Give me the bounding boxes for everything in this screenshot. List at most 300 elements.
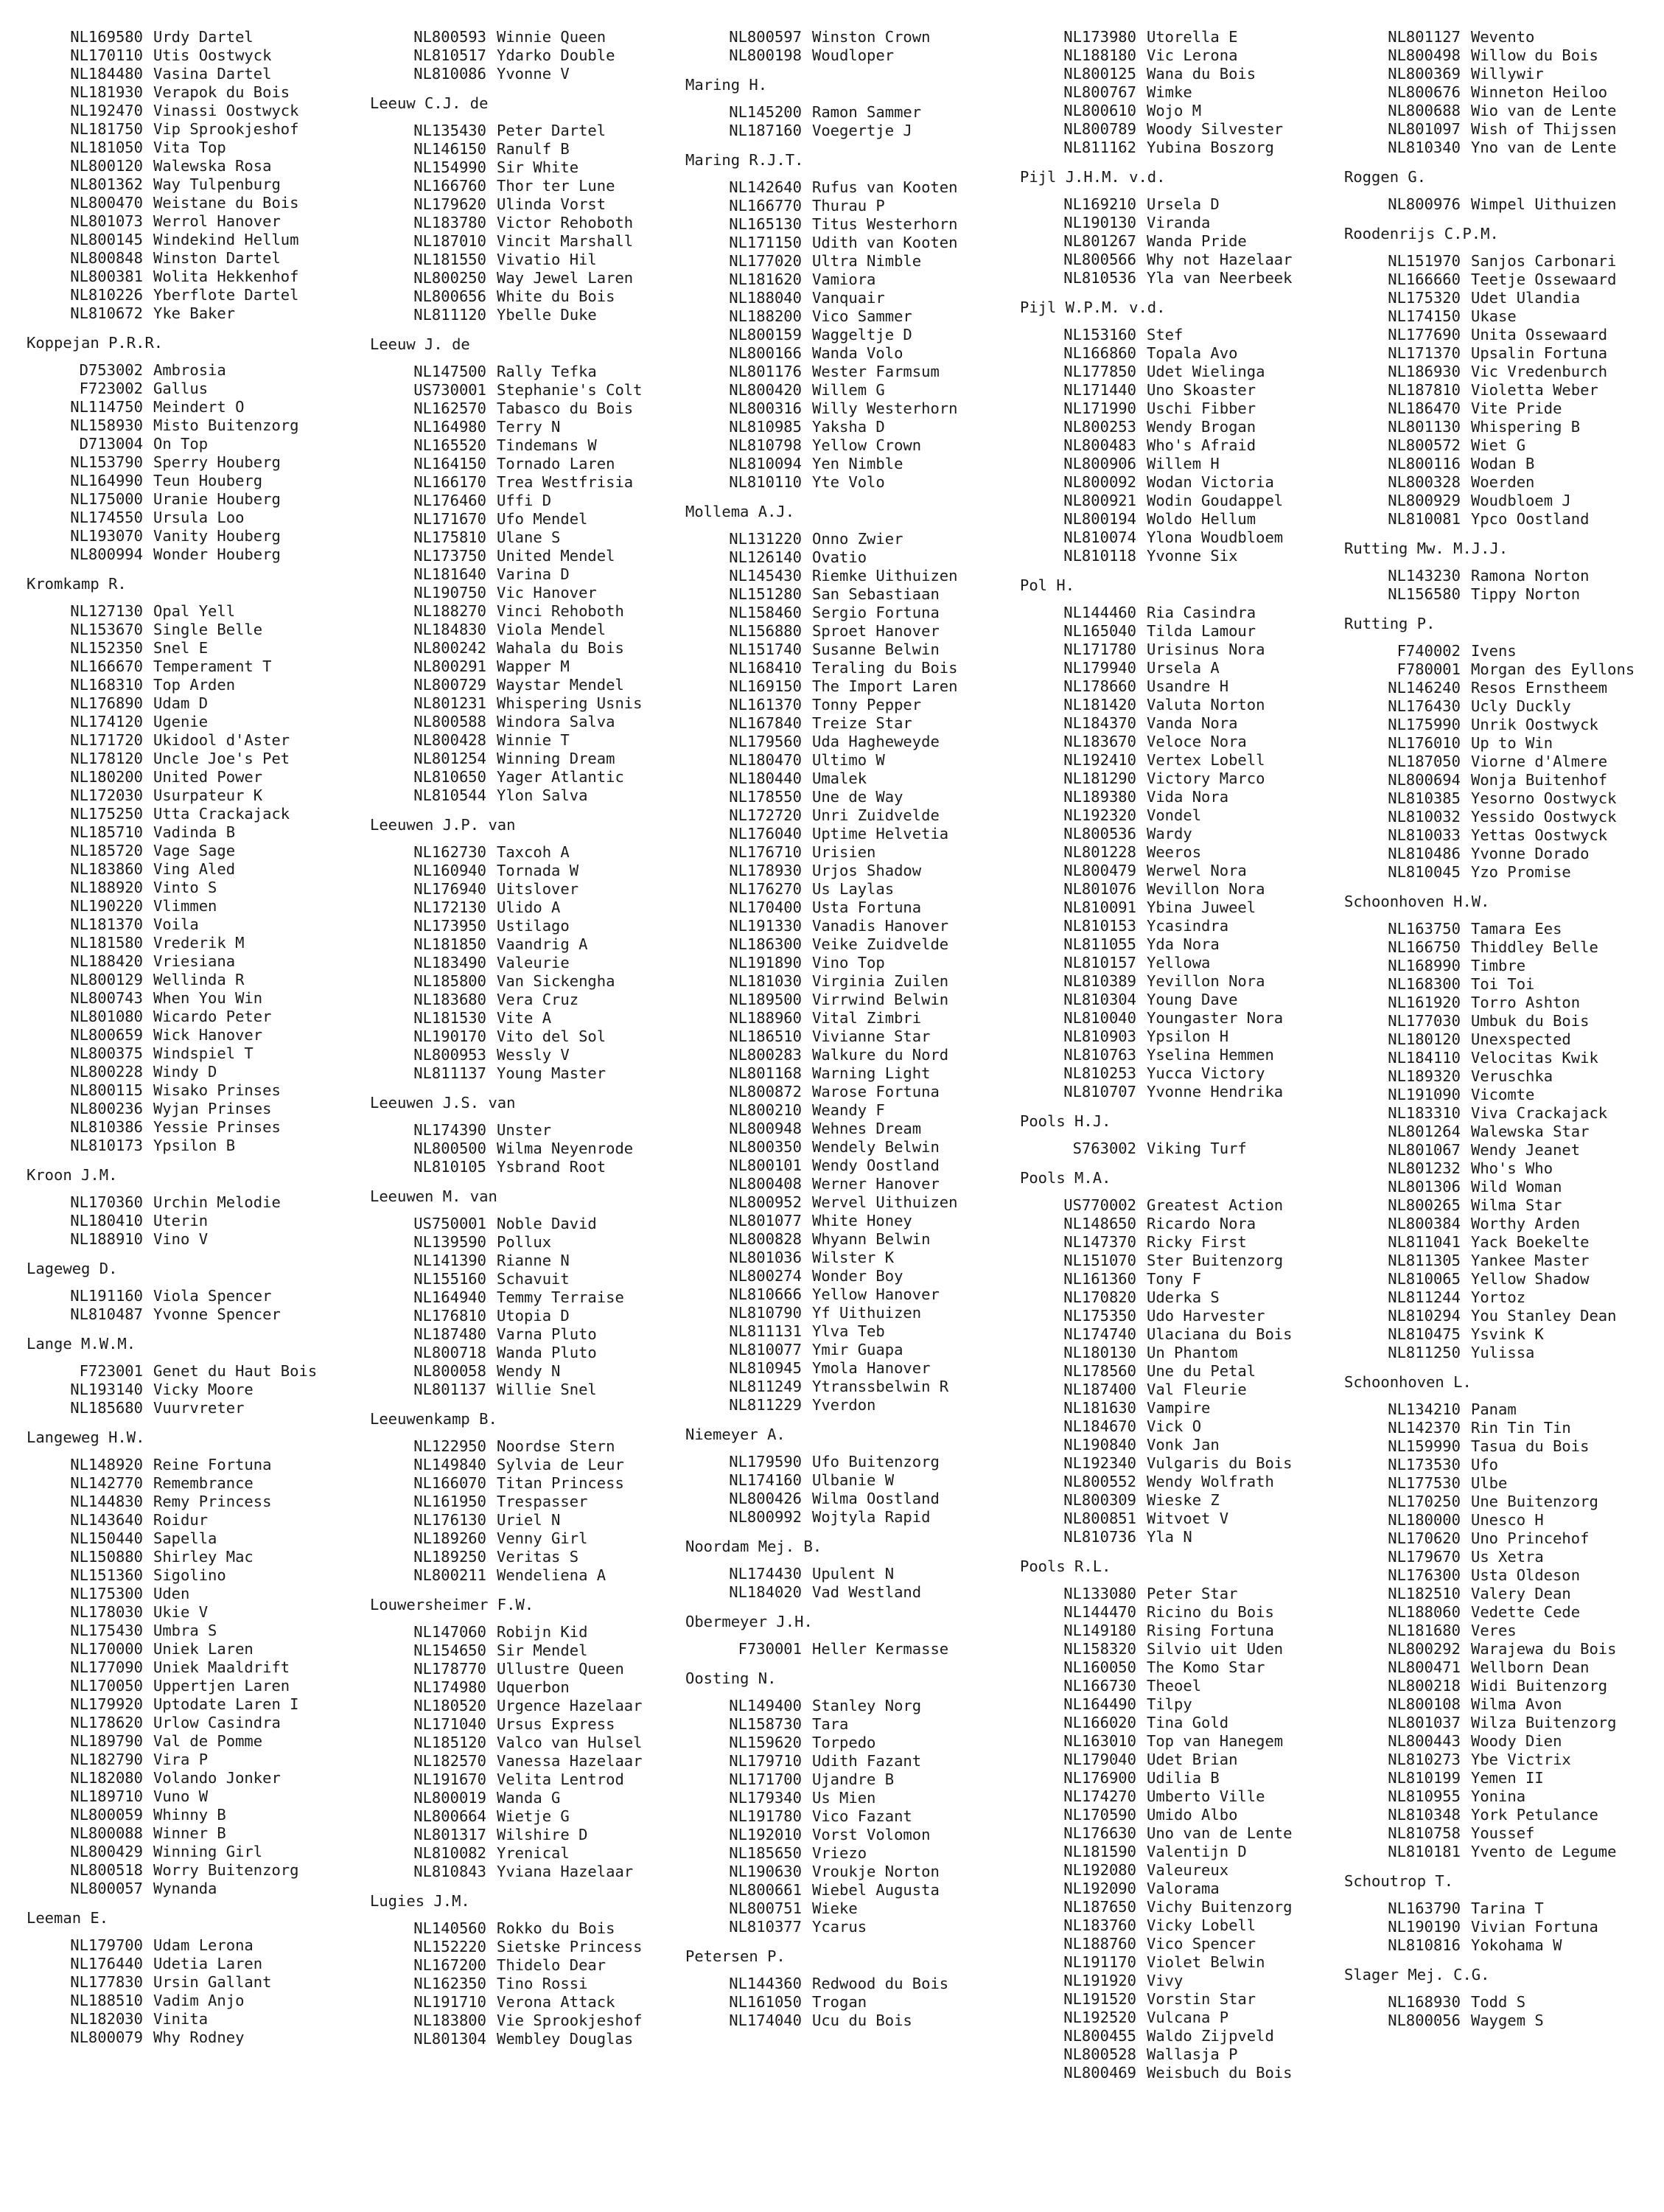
horse-name: Yvonne Six [1147, 547, 1238, 565]
registration-code: NL800426 [729, 1490, 802, 1507]
list-item [1344, 1918, 1661, 1936]
registration-code: NL810798 [729, 436, 802, 454]
horse-name: Up to Win [1471, 734, 1553, 752]
registration-code: NL800384 [1388, 1215, 1461, 1232]
list-item [1020, 1751, 1344, 1769]
horse-name: Udet Ulandia [1471, 289, 1581, 307]
registration-code: NL177090 [70, 1658, 143, 1676]
list-item [370, 991, 679, 1009]
list-item [370, 528, 679, 547]
registration-code: NL801304 [413, 2030, 486, 2048]
list-item [370, 1660, 679, 1678]
horse-name: Ydarko Double [497, 46, 615, 64]
list-item [685, 733, 1017, 751]
list-item [685, 436, 1017, 455]
horse-name: Vicky Moore [153, 1381, 254, 1398]
list-item [1344, 1456, 1661, 1474]
list-item [685, 1009, 1017, 1028]
horse-name: Valery Dean [1471, 1585, 1571, 1602]
horse-name: Yaksha D [812, 418, 885, 436]
registration-code: NL800019 [413, 1789, 486, 1807]
horse-name: Violet Belwin [1147, 1953, 1265, 1971]
registration-code: NL145430 [729, 567, 802, 585]
horse-name: Vonk Jan [1147, 1436, 1220, 1454]
registration-code: NL800828 [729, 1230, 802, 1248]
horse-name: Warose Fortuna [812, 1083, 940, 1100]
horse-name: Viola Spencer [153, 1287, 272, 1305]
list-item [1020, 1585, 1344, 1603]
horse-name: Veloce Nora [1147, 733, 1247, 750]
registration-code: NL192410 [1063, 751, 1136, 769]
registration-code: NL156880 [729, 622, 802, 640]
registration-code: NL800751 [729, 1899, 802, 1917]
horse-name: Yessido Oostwyck [1471, 808, 1617, 826]
horse-name: Yellow Hanover [812, 1285, 940, 1303]
registration-code: NL182570 [413, 1752, 486, 1770]
horse-name: Wiebel Augusta [812, 1881, 940, 1899]
list-item [1344, 1936, 1661, 1955]
horse-name: Ursela A [1147, 659, 1220, 677]
registration-code: NL800316 [729, 400, 802, 417]
registration-code: NL169150 [729, 677, 802, 695]
registration-code: NL174980 [413, 1678, 486, 1696]
column-3 [685, 28, 1017, 2030]
horse-name: Vick O [1147, 1417, 1202, 1435]
registration-code: NL178770 [413, 1660, 486, 1678]
horse-name: Sylvia de Leur [497, 1456, 624, 1473]
list-item [1344, 585, 1661, 604]
list-item [1020, 2045, 1344, 2064]
horse-name: Thiddley Belle [1471, 938, 1598, 956]
horse-name: Ramona Norton [1471, 567, 1590, 585]
horse-name: Vite A [497, 1009, 552, 1027]
horse-name: Tamara Ees [1471, 920, 1562, 938]
list-item [27, 676, 351, 694]
horse-name: Vico Spencer [1147, 1935, 1256, 1953]
registration-code: NL154650 [413, 1641, 486, 1659]
horse-name: Ufo [1471, 1456, 1499, 1473]
owner-heading: Slager Mej. C.G. [1344, 1966, 1490, 1984]
list-item [27, 231, 351, 249]
list-item [27, 1861, 351, 1880]
owner-section [27, 574, 351, 1155]
registration-code: NL176630 [1063, 1824, 1136, 1842]
horse-name: York Petulance [1471, 1806, 1598, 1824]
owner-heading: Leeuwen J.S. van [370, 1094, 516, 1112]
list-item [685, 1120, 1017, 1138]
list-item [1020, 363, 1344, 381]
list-item [1344, 975, 1661, 994]
registration-code: NL800408 [729, 1175, 802, 1193]
horse-name: Topala Avo [1147, 344, 1238, 362]
registration-code: NL166770 [729, 197, 802, 214]
horse-name: Vulgaris du Bois [1147, 1454, 1293, 1472]
horse-name: Uriel N [497, 1511, 561, 1529]
registration-code: NL192340 [1063, 1454, 1136, 1472]
horse-name: Torro Ashton [1471, 994, 1581, 1011]
registration-code: NL800921 [1063, 492, 1136, 509]
registration-code: NL810253 [1063, 1064, 1136, 1082]
list-item [27, 879, 351, 897]
registration-code: NL145200 [729, 103, 802, 121]
owner-section [1344, 1965, 1661, 2030]
owner-heading: Oosting N. [685, 1670, 777, 1687]
list-item [1020, 214, 1344, 232]
horse-name: Velita Lentrod [497, 1770, 624, 1788]
list-item [1020, 1491, 1344, 1510]
list-item [685, 530, 1017, 548]
registration-code: NL187050 [1388, 753, 1461, 770]
horse-name: Yessie Prinses [153, 1118, 281, 1136]
list-item [1020, 1622, 1344, 1640]
list-item [370, 1529, 679, 1548]
horse-name: The Import Laren [812, 677, 958, 695]
horse-name: Ustilago [497, 917, 570, 935]
horse-name: Vita Top [153, 139, 226, 156]
registration-code: NL179710 [729, 1752, 802, 1770]
horse-name: Voegertje J [812, 122, 912, 139]
registration-code: NL151280 [729, 585, 802, 603]
list-item [1344, 1030, 1661, 1049]
list-item [370, 1028, 679, 1046]
list-item [370, 694, 679, 713]
horse-name: White Honey [812, 1212, 912, 1229]
horse-name: Udet Brian [1147, 1751, 1238, 1768]
registration-code: NL800536 [1063, 825, 1136, 842]
list-item [1344, 826, 1661, 845]
list-item [685, 843, 1017, 862]
horse-name: Ricardo Nora [1147, 1215, 1256, 1232]
horse-name: Young Dave [1147, 991, 1238, 1008]
horse-name: Yverdon [812, 1396, 876, 1414]
list-item [370, 1975, 679, 1993]
owner-section [370, 1093, 679, 1176]
horse-name: Vanda Nora [1147, 714, 1238, 732]
registration-code: NL800116 [1388, 455, 1461, 472]
horse-name: Weandy F [812, 1101, 885, 1119]
registration-code: NL144460 [1063, 604, 1136, 621]
registration-code: NL800210 [729, 1101, 802, 1119]
owner-section [1344, 892, 1661, 1362]
registration-code: NL183680 [413, 991, 486, 1008]
list-item [1344, 994, 1661, 1012]
horse-name: Heller Kermasse [812, 1640, 949, 1658]
list-item [1020, 65, 1344, 83]
registration-code: NL800848 [70, 249, 143, 267]
list-item [685, 696, 1017, 714]
registration-code: NL173950 [413, 917, 486, 935]
horse-name: Top Arden [153, 676, 236, 694]
list-item [370, 768, 679, 786]
registration-code: NL810816 [1388, 1936, 1461, 1954]
owner-section [1020, 298, 1344, 565]
list-item [1020, 1252, 1344, 1270]
list-item [1344, 1769, 1661, 1787]
horse-name: Trogan [812, 1993, 867, 2011]
list-item [1020, 269, 1344, 287]
registration-code: NL174740 [1063, 1325, 1136, 1343]
registration-code: NL811229 [729, 1396, 802, 1414]
registration-code: NL192080 [1063, 1861, 1136, 1879]
registration-code: NL151070 [1063, 1252, 1136, 1269]
horse-name: Willem G [812, 381, 885, 399]
owner-heading: Roggen G. [1344, 168, 1427, 186]
registration-code: F723001 [79, 1362, 143, 1380]
list-item [1344, 1843, 1661, 1861]
list-item [27, 768, 351, 786]
horse-name: Winnie Queen [497, 28, 606, 46]
list-item [1020, 436, 1344, 455]
list-item [370, 418, 679, 436]
registration-code: NL161950 [413, 1493, 486, 1510]
registration-code: NL184020 [729, 1583, 802, 1601]
registration-code: NL180200 [70, 768, 143, 786]
registration-code: NL189380 [1063, 788, 1136, 806]
horse-name: Vivian Fortuna [1471, 1918, 1598, 1936]
list-item [370, 1270, 679, 1288]
list-item [685, 1565, 1017, 1583]
registration-code: NL810105 [413, 1158, 486, 1176]
registration-code: NL800789 [1063, 120, 1136, 138]
horse-name: Wonja Buitenhof [1471, 771, 1608, 789]
registration-code: NL187400 [1063, 1381, 1136, 1398]
registration-code: NL193140 [70, 1381, 143, 1398]
registration-code: NL178930 [729, 862, 802, 879]
list-item [1344, 734, 1661, 753]
list-item [685, 344, 1017, 363]
horse-name: Sir Mendel [497, 1641, 588, 1659]
list-item [27, 472, 351, 490]
registration-code: NL191890 [729, 954, 802, 971]
list-item [370, 1381, 679, 1399]
owner-section [1020, 1557, 1344, 2082]
horse-name: Ursus Express [497, 1715, 615, 1733]
registration-code: NL800236 [70, 1100, 143, 1117]
list-item [27, 139, 351, 157]
registration-code: NL177020 [729, 252, 802, 270]
list-item [27, 120, 351, 139]
list-item [27, 1806, 351, 1824]
horse-name: Vivianne Star [812, 1028, 931, 1045]
registration-code: NL146150 [413, 140, 486, 158]
registration-code: NL183800 [413, 2012, 486, 2029]
list-item [685, 1826, 1017, 1844]
list-item [685, 1844, 1017, 1863]
horse-name: Venny Girl [497, 1529, 588, 1547]
registration-code: NL191160 [70, 1287, 143, 1305]
horse-name: Winning Girl [153, 1843, 263, 1860]
horse-name: Titan Princess [497, 1474, 624, 1492]
list-item [1344, 1993, 1661, 2012]
horse-name: United Power [153, 768, 263, 786]
registration-code: NL175810 [413, 528, 486, 546]
list-item [685, 1341, 1017, 1359]
registration-code: NL810074 [1063, 528, 1136, 546]
registration-code: NL160050 [1063, 1658, 1136, 1676]
list-item [1020, 1603, 1344, 1622]
registration-code: NL811250 [1388, 1344, 1461, 1361]
registration-code: NL800309 [1063, 1491, 1136, 1509]
registration-code: D753002 [79, 361, 143, 379]
horse-name: Misto Buitenzorg [153, 416, 299, 434]
horse-name: Weeros [1147, 843, 1202, 861]
registration-code: NL185120 [413, 1734, 486, 1751]
registration-code: NL800498 [1388, 46, 1461, 64]
horse-name: Wevento [1471, 28, 1535, 46]
horse-name: Wynanda [153, 1880, 217, 1897]
registration-code: NL811120 [413, 306, 486, 324]
column-1 [27, 28, 351, 2047]
registration-code: NL174550 [70, 509, 143, 526]
registration-code: NL162570 [413, 400, 486, 417]
registration-code: NL170620 [1388, 1529, 1461, 1547]
list-item [1020, 733, 1344, 751]
horse-name: Willem H [1147, 455, 1220, 472]
registration-code: NL189710 [70, 1787, 143, 1805]
horse-name: Ambrosia [153, 361, 226, 379]
list-item [370, 1734, 679, 1752]
list-item [27, 713, 351, 731]
registration-code: NL171370 [1388, 344, 1461, 362]
registration-code: NL800125 [1063, 65, 1136, 83]
list-item [370, 1325, 679, 1344]
registration-code: NL151970 [1388, 252, 1461, 270]
horse-name: Usurpateur K [153, 786, 263, 804]
registration-code: NL165040 [1063, 622, 1136, 640]
list-item [685, 954, 1017, 972]
horse-name: Urlow Casindra [153, 1714, 281, 1731]
registration-code: NL800115 [70, 1081, 143, 1099]
list-item [685, 1770, 1017, 1789]
horse-name: Torpedo [812, 1734, 876, 1751]
registration-code: NL191920 [1063, 1972, 1136, 1989]
horse-name: Wanda G [497, 1789, 561, 1807]
horse-name: Wehnes Dream [812, 1120, 922, 1137]
owner-section [1020, 576, 1344, 1101]
horse-name: Umalek [812, 770, 867, 787]
list-item [1344, 808, 1661, 826]
horse-name: Ycarus [812, 1918, 867, 1936]
horse-name: Trespasser [497, 1493, 588, 1510]
horse-name: White du Bois [497, 287, 615, 305]
list-item [27, 1695, 351, 1714]
list-item [27, 1658, 351, 1677]
registration-code: NL182080 [70, 1769, 143, 1787]
registration-code: NL166070 [413, 1474, 486, 1492]
horse-name: Warning Light [812, 1064, 931, 1082]
list-item [1344, 418, 1661, 436]
horse-name: Ving Aled [153, 860, 236, 878]
column-2 [370, 28, 679, 2048]
registration-code: NL800718 [413, 1344, 486, 1361]
horse-name: Tilpy [1147, 1695, 1192, 1713]
list-item [370, 935, 679, 954]
horse-name: Woudloper [812, 46, 895, 64]
horse-name: Theoel [1147, 1677, 1202, 1695]
horse-name: Worry Buitenzorg [153, 1861, 299, 1879]
owner-section [370, 1595, 679, 1881]
horse-name: Todd S [1471, 1993, 1526, 2011]
horse-name: Une de Way [812, 788, 903, 806]
list-item [1344, 642, 1661, 660]
list-item [1344, 307, 1661, 326]
registration-code: NL184670 [1063, 1417, 1136, 1435]
list-item [27, 1751, 351, 1769]
registration-code: NL810094 [729, 455, 802, 472]
list-item [685, 659, 1017, 677]
horse-name: Yubina Boszorg [1147, 139, 1274, 156]
registration-code: NL179340 [729, 1789, 802, 1807]
horse-name: Wonder Boy [812, 1267, 903, 1285]
list-item [1344, 1123, 1661, 1141]
list-item [1020, 1436, 1344, 1454]
registration-code: NL168930 [1388, 1993, 1461, 2011]
registration-code: NL183310 [1388, 1104, 1461, 1122]
registration-code: NL180130 [1063, 1344, 1136, 1361]
horse-name: Youngaster Nora [1147, 1009, 1284, 1027]
list-item [1020, 1399, 1344, 1417]
horse-name: Varna Pluto [497, 1325, 597, 1343]
list-item [685, 677, 1017, 696]
list-item [1344, 1493, 1661, 1511]
list-item [370, 1474, 679, 1493]
horse-name: Yesorno Oostwyck [1471, 789, 1617, 807]
owner-heading: Leeuw C.J. de [370, 94, 489, 112]
horse-name: Peter Star [1147, 1585, 1238, 1602]
registration-code: NL811305 [1388, 1252, 1461, 1269]
list-item [27, 1305, 351, 1324]
registration-code: NL189250 [413, 1548, 486, 1566]
registration-code: NL164980 [413, 418, 486, 436]
registration-code: NL134210 [1388, 1400, 1461, 1418]
horse-name: Waggeltje D [812, 326, 912, 343]
registration-code: NL188960 [729, 1009, 802, 1027]
horse-name: Winneton Heiloo [1471, 83, 1608, 101]
registration-code: NL181850 [413, 935, 486, 953]
registration-code: NL141390 [413, 1252, 486, 1269]
list-item [370, 621, 679, 639]
registration-code: NL810945 [729, 1359, 802, 1377]
horse-name: Uitslover [497, 880, 579, 898]
registration-code: NL182790 [70, 1751, 143, 1768]
owner-heading: Pijl W.P.M. v.d. [1020, 299, 1166, 316]
list-item [1344, 1658, 1661, 1677]
list-item [27, 1493, 351, 1511]
horse-name: Schavuit [497, 1270, 570, 1288]
list-item [27, 1714, 351, 1732]
registration-code: NL183860 [70, 860, 143, 878]
horse-name: Noordse Stern [497, 1437, 615, 1455]
list-item [370, 1362, 679, 1381]
list-item [1344, 28, 1661, 46]
horse-name: Sietske Princess [497, 1938, 643, 1955]
list-item [370, 492, 679, 510]
list-item [1344, 1548, 1661, 1566]
list-item [27, 750, 351, 768]
registration-code: NL810386 [70, 1118, 143, 1136]
list-item [1344, 1086, 1661, 1104]
owner-heading: Lugies J.M. [370, 1892, 470, 1910]
registration-code: F780001 [1396, 660, 1461, 678]
list-item [685, 1918, 1017, 1936]
registration-code: NL189500 [729, 991, 802, 1008]
horse-name: Timbre [1471, 957, 1526, 974]
registration-code: NL188920 [70, 879, 143, 896]
list-item [370, 880, 679, 899]
registration-code: NL183760 [1063, 1916, 1136, 1934]
list-item [1344, 1233, 1661, 1252]
list-item [1020, 1843, 1344, 1861]
